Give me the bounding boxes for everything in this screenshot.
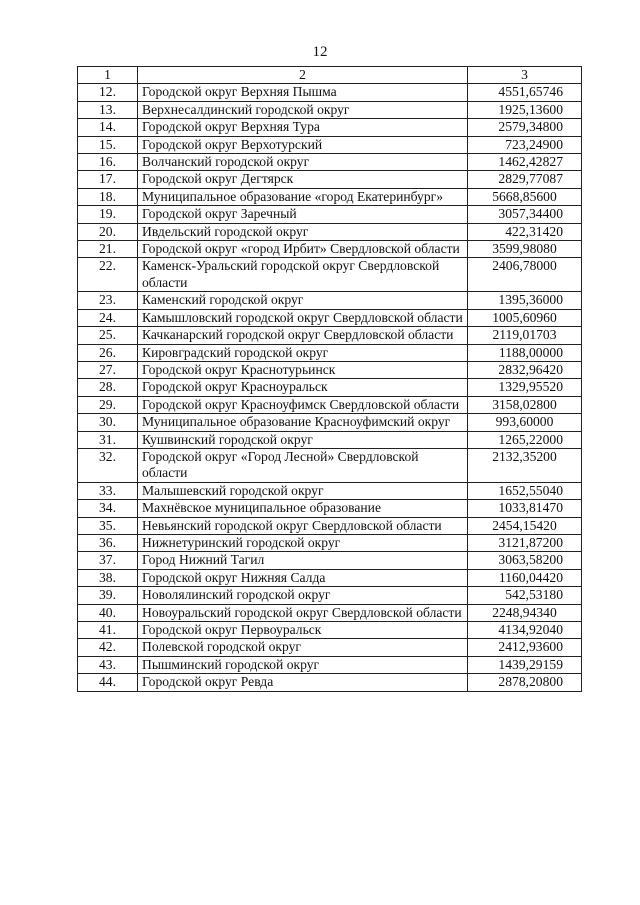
row-number: 26. (78, 344, 138, 361)
table-row (78, 534, 582, 551)
row-number: 29. (78, 396, 138, 413)
row-value: 2878,20800 (468, 674, 582, 691)
row-value: 4134,92040 (468, 622, 582, 639)
table-row (78, 622, 582, 639)
row-value: 2579,34800 (468, 119, 582, 136)
row-number: 21. (78, 241, 138, 258)
table-row (78, 119, 582, 136)
table-row (78, 604, 582, 621)
row-value: 3158,02800 (468, 396, 582, 413)
row-number: 14. (78, 119, 138, 136)
table-row (78, 223, 582, 240)
row-municipality-name: Городской округ Нижняя Салда (138, 569, 468, 586)
row-municipality-name: Новолялинский городской округ (138, 587, 468, 604)
row-number: 17. (78, 171, 138, 188)
row-value: 1265,22000 (468, 431, 582, 448)
table-row (78, 206, 582, 223)
row-number: 35. (78, 517, 138, 534)
row-value: 3063,58200 (468, 552, 582, 569)
row-number: 39. (78, 587, 138, 604)
row-municipality-name: Городской округ Краснотурьинск (138, 361, 468, 378)
row-value: 993,60000 (468, 414, 582, 431)
row-municipality-name: Камышловский городской округ Свердловской области (138, 309, 468, 326)
table-row (78, 431, 582, 448)
row-value: 1033,81470 (468, 500, 582, 517)
table-row (78, 448, 582, 482)
row-number: 28. (78, 379, 138, 396)
table-row (78, 396, 582, 413)
row-municipality-name: Городской округ Красноуральск (138, 379, 468, 396)
header-col-2: 2 (138, 67, 468, 84)
row-municipality-name: Городской округ Заречный (138, 206, 468, 223)
row-number: 40. (78, 604, 138, 621)
table-row (78, 674, 582, 691)
row-municipality-name: Муниципальное образование «город Екатеринбург» (138, 188, 468, 205)
row-municipality-name: Невьянский городской округ Свердловской области (138, 517, 468, 534)
row-municipality-name: Кушвинский городской округ (138, 431, 468, 448)
row-municipality-name: Каменск-Уральский городской округ Свердловской области (138, 258, 468, 292)
row-value: 1439,29159 (468, 656, 582, 673)
row-value: 1188,00000 (468, 344, 582, 361)
table-row (78, 552, 582, 569)
row-municipality-name: Пышминский городской округ (138, 656, 468, 673)
row-number: 43. (78, 656, 138, 673)
row-value: 2132,35200 (468, 448, 582, 482)
row-value: 1462,42827 (468, 154, 582, 171)
table-row (78, 482, 582, 499)
row-value: 1652,55040 (468, 482, 582, 499)
table-row (78, 84, 582, 101)
row-number: 13. (78, 101, 138, 118)
table-row (78, 344, 582, 361)
row-municipality-name: Каменский городской округ (138, 292, 468, 309)
row-municipality-name: Городской округ «Город Лесной» Свердловской области (138, 448, 468, 482)
row-municipality-name: Махнёвское муниципальное образование (138, 500, 468, 517)
row-number: 12. (78, 84, 138, 101)
table-row (78, 136, 582, 153)
header-col-3: 3 (468, 67, 582, 84)
table-row (78, 517, 582, 534)
table-row (78, 171, 582, 188)
row-municipality-name: Муниципальное образование Красноуфимский округ (138, 414, 468, 431)
row-municipality-name: Полевской городской округ (138, 639, 468, 656)
table-row (78, 379, 582, 396)
header-col-1: 1 (78, 67, 138, 84)
row-value: 1160,04420 (468, 569, 582, 586)
row-number: 36. (78, 534, 138, 551)
row-municipality-name: Городской округ Верхняя Тура (138, 119, 468, 136)
row-value: 3057,34400 (468, 206, 582, 223)
row-municipality-name: Волчанский городской округ (138, 154, 468, 171)
row-value: 2119,01703 (468, 327, 582, 344)
row-value: 1329,95520 (468, 379, 582, 396)
row-number: 34. (78, 500, 138, 517)
table-row (78, 292, 582, 309)
row-number: 23. (78, 292, 138, 309)
row-municipality-name: Малышевский городской округ (138, 482, 468, 499)
table-row (78, 361, 582, 378)
row-municipality-name: Городской округ «город Ирбит» Свердловской области (138, 241, 468, 258)
row-number: 42. (78, 639, 138, 656)
row-municipality-name: Город Нижний Тагил (138, 552, 468, 569)
row-municipality-name: Верхнесалдинский городской округ (138, 101, 468, 118)
row-value: 542,53180 (468, 587, 582, 604)
row-value: 4551,65746 (468, 84, 582, 101)
row-number: 18. (78, 188, 138, 205)
table-row (78, 258, 582, 292)
row-number: 31. (78, 431, 138, 448)
table-row (78, 309, 582, 326)
row-number: 25. (78, 327, 138, 344)
row-value: 5668,85600 (468, 188, 582, 205)
row-number: 20. (78, 223, 138, 240)
row-municipality-name: Нижнетуринский городской округ (138, 534, 468, 551)
row-municipality-name: Городской округ Дегтярск (138, 171, 468, 188)
row-municipality-name: Ивдельский городской округ (138, 223, 468, 240)
table-header-row (78, 67, 582, 84)
row-number: 38. (78, 569, 138, 586)
row-value: 3599,98080 (468, 241, 582, 258)
row-number: 37. (78, 552, 138, 569)
page-number: 12 (312, 44, 328, 60)
table-row (78, 587, 582, 604)
row-value: 2412,93600 (468, 639, 582, 656)
row-value: 2406,78000 (468, 258, 582, 292)
row-municipality-name: Новоуральский городской округ Свердловской области (138, 604, 468, 621)
row-municipality-name: Городской округ Верхняя Пышма (138, 84, 468, 101)
table-row (78, 154, 582, 171)
row-value: 2248,94340 (468, 604, 582, 621)
row-number: 27. (78, 361, 138, 378)
row-municipality-name: Городской округ Ревда (138, 674, 468, 691)
table-row (78, 101, 582, 118)
table-row (78, 241, 582, 258)
municipal-table (77, 66, 582, 692)
row-number: 41. (78, 622, 138, 639)
row-number: 19. (78, 206, 138, 223)
row-value: 723,24900 (468, 136, 582, 153)
row-number: 44. (78, 674, 138, 691)
row-number: 24. (78, 309, 138, 326)
row-number: 15. (78, 136, 138, 153)
row-municipality-name: Качканарский городской округ Свердловской области (138, 327, 468, 344)
row-value: 3121,87200 (468, 534, 582, 551)
row-value: 1925,13600 (468, 101, 582, 118)
row-value: 422,31420 (468, 223, 582, 240)
row-number: 16. (78, 154, 138, 171)
table-row (78, 639, 582, 656)
table-row (78, 569, 582, 586)
row-number: 32. (78, 448, 138, 482)
row-number: 30. (78, 414, 138, 431)
row-value: 2829,77087 (468, 171, 582, 188)
row-municipality-name: Городской округ Верхотурский (138, 136, 468, 153)
row-municipality-name: Кировградский городской округ (138, 344, 468, 361)
row-number: 22. (78, 258, 138, 292)
row-value: 2454,15420 (468, 517, 582, 534)
row-municipality-name: Городской округ Первоуральск (138, 622, 468, 639)
table-row (78, 327, 582, 344)
table-row (78, 414, 582, 431)
table-row (78, 656, 582, 673)
row-municipality-name: Городской округ Красноуфимск Свердловской области (138, 396, 468, 413)
table-row (78, 500, 582, 517)
row-value: 2832,96420 (468, 361, 582, 378)
row-number: 33. (78, 482, 138, 499)
table-row (78, 188, 582, 205)
row-value: 1395,36000 (468, 292, 582, 309)
row-value: 1005,60960 (468, 309, 582, 326)
